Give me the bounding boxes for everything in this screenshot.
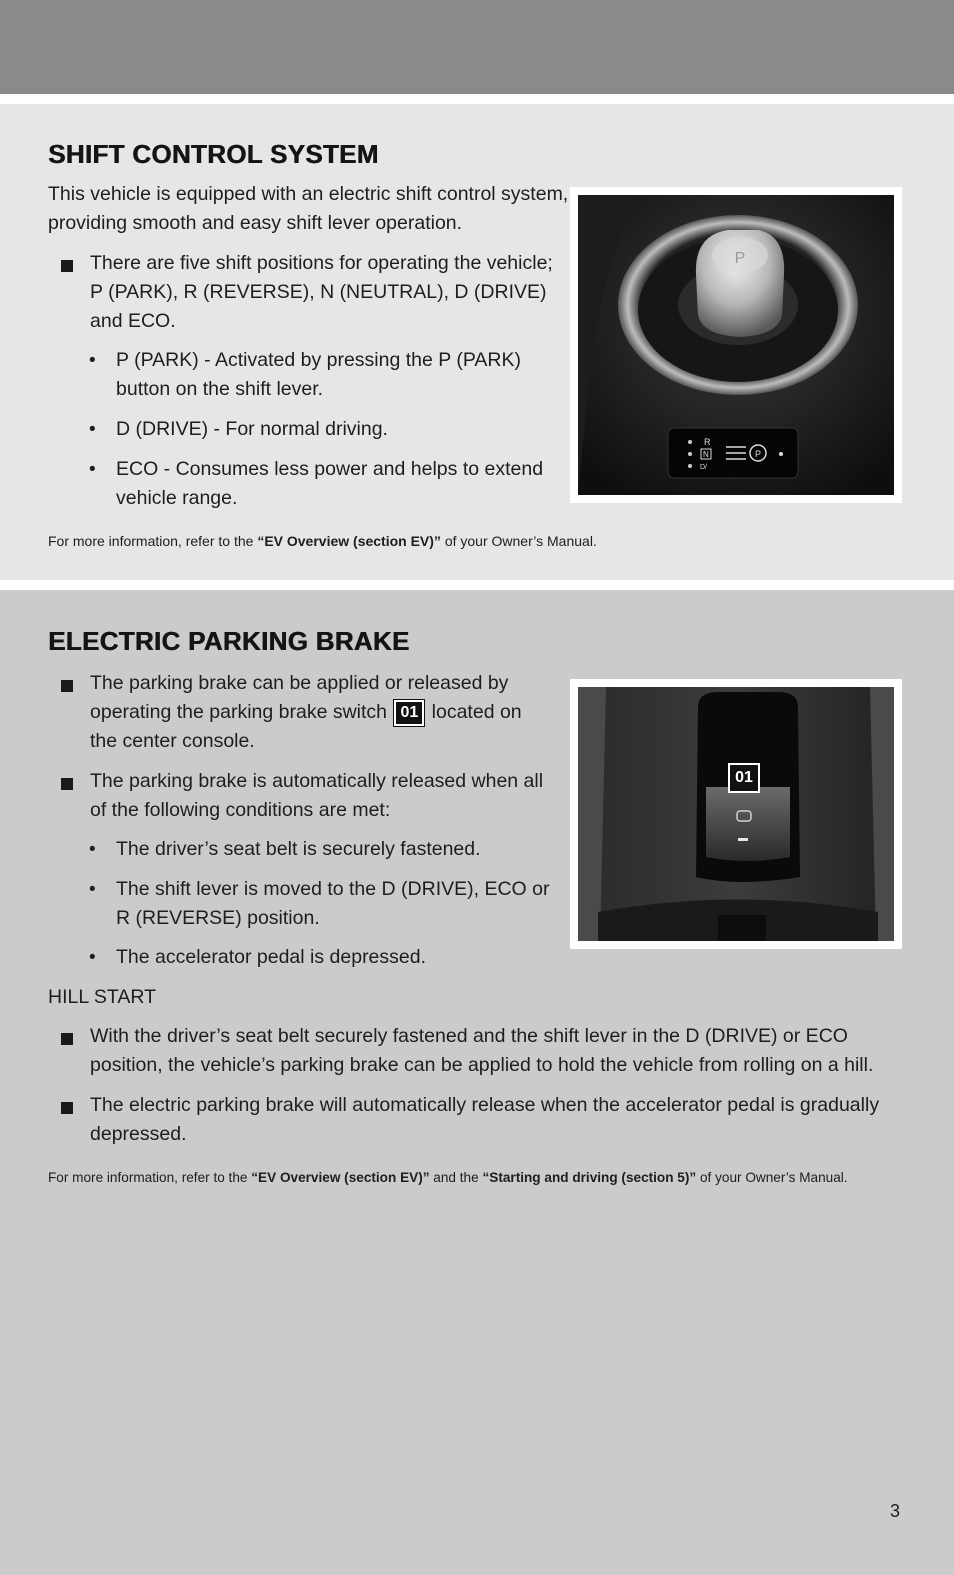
hill-start-heading: HILL START <box>48 986 157 1008</box>
shift-lever-photo-frame <box>570 187 902 503</box>
shift-sub-eco-line-2: vehicle range. <box>116 487 238 509</box>
parking-brake-photo-frame <box>570 679 902 949</box>
shift-reference-note: For more information, refer to the “EV Overview (section EV)” of your Owner’s Manual. <box>48 533 597 549</box>
shift-sub-drive: D (DRIVE) - For normal driving. <box>116 418 388 440</box>
parking-brake-switch <box>706 787 790 861</box>
parking-brake-photo <box>578 687 894 941</box>
brake-sub-shift-line-1: The shift lever is moved to the D (DRIVE), ECO or <box>116 878 550 900</box>
brake-sub-seatbelt: The driver’s seat belt is securely fastened. <box>116 838 481 860</box>
shift-bullet-line-2: P (PARK), R (REVERSE), N (NEUTRAL), D (DRIVE) <box>90 281 547 303</box>
parking-brake-switch-image <box>578 687 894 941</box>
shift-section-title: SHIFT CONTROL SYSTEM <box>48 139 379 169</box>
manual-section-reference: “EV Overview (section EV)” <box>251 1170 430 1185</box>
brake-sub-shift-line-2: R (REVERSE) position. <box>116 907 320 929</box>
hill-bullet-2-line-1: The electric parking brake will automatically release when the accelerator pedal is gradually <box>90 1094 880 1116</box>
page-number: 3 <box>890 1501 901 1521</box>
dot-bullet-icon: • <box>89 839 96 860</box>
shift-lever-image <box>578 195 894 495</box>
park-knob-label: P <box>734 250 746 267</box>
shift-control-section <box>0 104 954 580</box>
shift-sub-park-line-2: button on the shift lever. <box>116 378 324 400</box>
manual-section-reference: “EV Overview (section EV)” <box>257 533 441 549</box>
header-band <box>0 0 954 94</box>
dot-bullet-icon: • <box>89 419 96 440</box>
shift-sub-park-line-1: P (PARK) - Activated by pressing the P (PARK) <box>116 349 521 371</box>
square-bullet-icon <box>61 1102 73 1114</box>
brake-section-title: ELECTRIC PARKING BRAKE <box>48 626 410 656</box>
brake-bullet-1-line-2: operating the parking brake switch 01 located on <box>90 698 522 727</box>
shift-bullet-line-1: There are five shift positions for operating the vehicle; <box>90 252 553 274</box>
square-bullet-icon <box>61 778 73 790</box>
manual-section-reference: “Starting and driving (section 5)” <box>482 1170 697 1185</box>
svg-text:D/: D/ <box>700 464 707 471</box>
shift-bullet-line-3: and ECO. <box>90 310 176 332</box>
square-bullet-icon <box>61 1033 73 1045</box>
brake-bullet-2-line-1: The parking brake is automatically released when all <box>90 770 544 792</box>
callout-badge: 01 <box>394 700 424 726</box>
square-bullet-icon <box>61 260 73 272</box>
dot-bullet-icon: • <box>89 459 96 480</box>
svg-text:N: N <box>703 450 709 459</box>
hill-bullet-1-line-1: With the driver’s seat belt securely fastened and the shift lever in the D (DRIVE) or ECO <box>90 1025 848 1047</box>
brake-bullet-1-line-1: The parking brake can be applied or released by <box>90 672 509 694</box>
brake-bullet-1-line-3: the center console. <box>90 730 255 752</box>
brake-bullet-2-line-2: of the following conditions are met: <box>90 799 391 821</box>
shift-intro-line-2: providing smooth and easy shift lever operation. <box>48 212 463 234</box>
square-bullet-icon <box>61 680 73 692</box>
hill-bullet-2-line-2: depressed. <box>90 1123 187 1145</box>
shift-sub-eco-line-1: ECO - Consumes less power and helps to extend <box>116 458 544 480</box>
shift-lever-photo <box>578 195 894 495</box>
dot-bullet-icon: • <box>89 947 96 968</box>
svg-text:P: P <box>754 449 762 459</box>
dot-bullet-icon: • <box>89 350 96 371</box>
brake-sub-accelerator: The accelerator pedal is depressed. <box>116 946 427 968</box>
hill-bullet-1-line-2: position, the vehicle’s parking brake can be applied to hold the vehicle from rolling on a hill. <box>90 1054 874 1076</box>
parking-brake-section <box>0 590 954 1575</box>
shift-intro-line-1: This vehicle is equipped with an electric shift control system, <box>48 183 569 205</box>
brake-reference-note: For more information, refer to the “EV Overview (section EV)” and the “Starting and driving (section 5)” of your Owner’s Manual. <box>48 1170 848 1185</box>
dot-bullet-icon: • <box>89 879 96 900</box>
image-callout-badge: 01 <box>728 763 760 793</box>
svg-text:R: R <box>704 437 711 447</box>
